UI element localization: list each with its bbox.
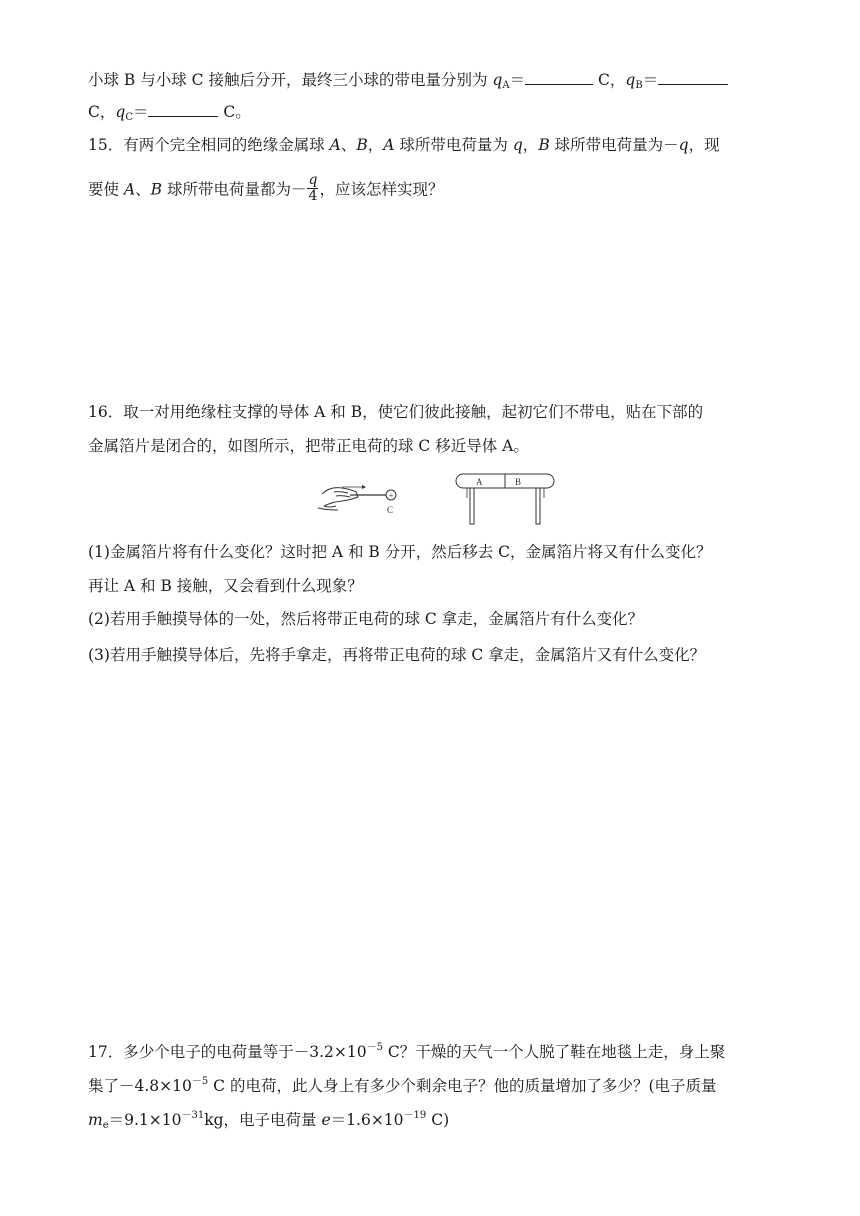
q15-line-1: 15．有两个完全相同的绝缘金属球 A、B，A 球所带电荷量为 q，B 球所带电荷量为－q，现: [88, 136, 720, 154]
q17-line-3: $m_e=9.1\times 10^{-31}kg$，电子电荷量 $e=1.6\times 10^{-19}$ C): [88, 1110, 450, 1131]
conductor-figure: [310, 470, 560, 530]
stand-b: [536, 488, 540, 524]
label-b: B: [515, 477, 522, 487]
stand-a: [470, 488, 474, 524]
q14-line-1: 小球 B 与小球 C 接触后分开，最终三小球的带电量分别为 $q_A= C$，$q_B=$: [88, 70, 728, 96]
answer-blank-qc[interactable]: [148, 102, 218, 117]
q17-line-1: 17．多少个电子的电荷量等于$-3.2\times 10^{-5}$ C？干燥的天气一个人脱了鞋在地毯上走，身上聚: [88, 1042, 726, 1061]
plus-sign: +: [388, 491, 394, 500]
arrow-head-icon: [362, 485, 366, 489]
q14-line-2: C，$q_C= C$。: [88, 103, 251, 123]
q15-line-2: 要使 A、B 球所带电荷量都为－ $\frac{q}{4}$ ，应该怎样实现？: [88, 172, 444, 204]
q16-line-2: 金属箔片是闭合的，如图所示，把带正电荷的球 C 移近导体 A。: [88, 437, 529, 455]
q16-line-1: 16．取一对用绝缘柱支撑的导体 A 和 B，使它们彼此接触，起初它们不带电，贴在下部的: [88, 403, 704, 421]
q16-sub2: (2)若用手触摸导体的一处，然后将带正电荷的球 C 拿走，金属箔片有什么变化？: [88, 610, 644, 628]
answer-blank-qa[interactable]: [525, 70, 593, 85]
q16-sub1-line-2: 再让 A 和 B 接触，又会看到什么现象？: [88, 577, 363, 595]
fraction-q-over-4: $\frac{q}{4}$: [308, 172, 318, 204]
answer-blank-qb[interactable]: [658, 70, 728, 85]
q16-sub1-line-1: (1)金属箔片将有什么变化？这时把 A 和 B 分开，然后移去 C，金属箔片将又有什么变化？: [88, 543, 712, 561]
label-a: A: [476, 477, 483, 487]
q17-line-2: 集了$-4.8\times 10^{-5}$ C 的电荷，此人身上有多少个剩余电子？他的质量增加了多少？(电子质量: [88, 1076, 717, 1095]
q16-sub3: (3)若用手触摸导体后，先将手拿走，再将带正电荷的球 C 拿走，金属箔片又有什么变化？: [88, 646, 706, 664]
hand-icon: [318, 488, 358, 510]
label-c: C: [387, 505, 394, 515]
